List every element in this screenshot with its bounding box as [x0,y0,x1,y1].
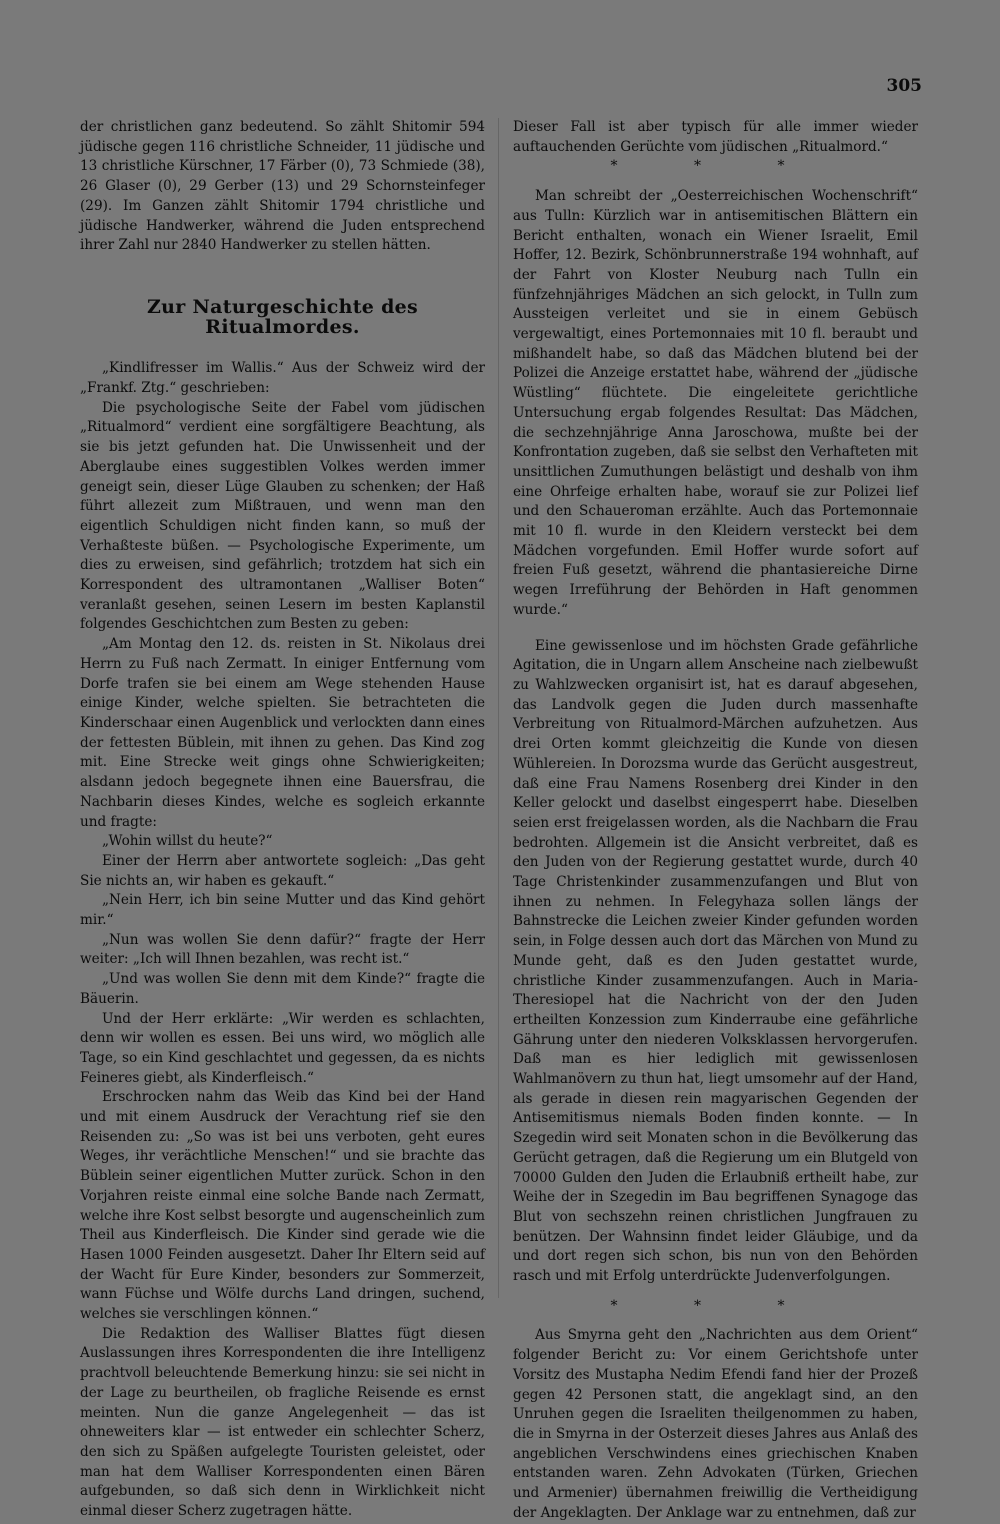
spacer [513,621,918,637]
article-paragraph-tulln: Man schreibt der „Oesterreichischen Wochenschrift“ aus Tulln: Kürzlich war in antisemitischen Blättern ein Bericht enthalten, wonach ein Wiener Israelit, Emil Hoffer, 12. Bezirk, Schönbrunnerstraße 194 wohnhaft, auf der Fahrt von Kloster Neuburg nach Tulln ein fünfzehnjähriges Mädchen an sich gelockt, in Tulln zum Aussteigen verleitet und sie in einem Gebüsch vergewaltigt, eines Portemonnaies mit 10 fl. beraubt und mißhandelt habe, so daß das Mädchen blutend bei der Polizei die Anzeige erstattet habe, während der „jüdische Wüstling“ flüchtete. Die eingeleitete gerichtliche Untersuchung ergab folgendes Resultat: Das Mädchen, die sechzehnjährige Anna Jaroschowa, mußte bei der Konfrontation zugeben, daß sie selbst den Verhafteten mit unsittlichen Zumuthungen belästigt und deshalb von ihm eine Ohrfeige erhalten habe, worauf sie zur Polizei lief und den Schaueroman erzählte. Auch das Portemonnaie mit 10 fl. wurde in den Kleidern versteckt bei dem Mädchen vorgefunden. Emil Hoffer wurde sofort auf freien Fuß gesetzt, während die phantasiereiche Dirne wegen Irreführung der Behörden in Haft genommen wurde.“ [513,188,918,618]
article-paragraph: „Am Montag den 12. ds. reisten in St. Nikolaus drei Herrn zu Fuß nach Zermatt. In einiger Entfernung vom Dorfe trafen sie bei einem am Wege stehenden Hause einige Kinder, welche spielten. Sie betrachteten die Kinderschaar einen Augenblick und verlockten dann eines der fettesten Büblein, mit ihnen zu gehen. Das Kind zog mit. Eine Strecke weit gings ohne Schwierigkeiten; alsdann jedoch begegnete ihnen eine Bauersfrau, die Nachbarin dieses Kindes, welche es sogleich erkannte und fragte: [80,636,485,830]
separator-stars: * * * [610,158,821,175]
article-paragraph-smyrna: Aus Smyrna geht den „Nachrichten aus dem Orient“ folgender Bericht zu: Vor einem Gerichtshofe unter Vorsitz des Mustapha Nedim Efendi fand hier der Prozeß gegen 42 Personen statt, die angeklagt sind, an den Unruhen gegen die Israeliten theilgenommen zu haben, die in Smyrna in der Osterzeit dieses Jahres aus Anlaß des angeblichen Verschwindens eines griechischen Knaben entstanden waren. Zehn Advokaten (Türken, Griechen und Armenier) übernahmen freiwillig die Vertheidigung der Angeklagten. Der Anklage war zu entnehmen, daß zur [513,1327,918,1521]
article-paragraph: Die psychologische Seite der Fabel vom jüdischen „Ritualmord“ verdient eine sorgfältigere Beachtung, als sie bis jetzt gefunden hat. Die Unwissenheit und der Aberglaube eines suggestiblen Volkes werden immer geneigt sein, dieser Lüge Glauben zu schenken; der Haß führt allezeit zum Mißtrauen, und wenn man den eigentlich Schuldigen nicht finden kann, so muß der Verhaßteste büßen. — Psychologische Experimente, um dies zu erweisen, sind gefährlich; trotzdem hat sich ein Korrespondent des ultramontanen „Walliser Boten“ veranlaßt gesehen, seinen Lesern im besten Kaplanstil folgendes Geschichtchen zum Besten zu geben: [80,399,485,633]
separator-stars: * * * [610,1297,821,1314]
column-divider [498,118,499,1298]
dialogue-line: „Und was wollen Sie denn mit dem Kinde?“ fragte die Bäuerin. [80,971,485,1007]
dialogue-line: „Nein Herr, ich bin seine Mutter und das Kind gehört mir.“ [80,892,485,929]
intro-paragraph: der christlichen ganz bedeutend. So zählt Shitomir 594 jüdische gegen 116 christliche Schneider, 11 jüdische und 13 christliche Kürschner, 17 Färber (0), 73 Schmiede (38), 26 Glaser (0), 29 Gerber (13) und 29 Schornsteinfeger (29). Im Ganzen zählt Shitomir 1794 christliche und jüdische Handwerker, während die Juden entsprechend ihrer Zahl nur 2840 Handwerker zu stellen hätten. [80,119,485,254]
dialogue-line: „Nun was wollen Sie denn dafür?“ fragte der Herr weiter: „Ich will Ihnen bezahlen, was recht ist.“ [80,931,485,968]
dialogue-line: Einer der Herrn aber antwortete sogleich: „Das geht Sie nichts an, wir haben es gekauft.“ [80,852,485,889]
article-paragraph: Und der Herr erklärte: „Wir werden es schlachten, denn wir wollen es essen. Bei uns wird, wo möglich alle Tage, so ein Kind geschlachtet und gegessen, da es nichts Feineres giebt, als Kinderfleisch.“ [80,1010,485,1086]
dialogue-line: „Wohin willst du heute?“ [102,833,273,850]
left-column [80,118,485,1522]
article-paragraph: Die Redaktion des Walliser Blattes fügt diesen Auslassungen ihres Korrespondenten die ihre Intelligenz prachtvoll beleuchtende Bemerkung hinzu: sie sei nicht in der Lage zu beurtheilen, ob fragliche Reisende es ernst meinten. Nun die ganze Angelegenheit — das ist ohneweiters klar — ist entweder ein schlechter Scherz, den sich zu Späßen aufgelegte Touristen geleistet, oder man hat dem Walliser Korrespondenten einen Bären aufgebunden, so daß sich denn in Wirklichkeit nicht einmal dieser Scherz zugetragen hätte. [80,1325,485,1520]
article-paragraph: Erschrocken nahm das Weib das Kind bei der Hand und mit einem Ausdruck der Verachtung rief sie den Reisenden zu: „So was ist bei uns verboten, geht eures Weges, ihr verächtliche Menschen!“ und sie brachte das Büblein seiner eigentlichen Mutter zurück. Schon in den Vorjahren reiste einmal eine solche Bande nach Zermatt, welche ihre Kost selbst besorgte und augenscheinlich zum Theil aus Kinderfleisch. Die Kinder sind gerade wie die Hasen 1000 Feinden ausgesetzt. Daher Ihr Eltern seid auf der Wacht für Eure Kinder, besonders zur Sommerzeit, wann Füchse und Wölfe durchs Land dringen, suchend, welches sie verschlingen können.“ [80,1089,485,1323]
section-title: Zur Naturgeschichte des Ritualmordes. [146,295,419,338]
page-number: 305 [886,76,922,96]
right-column [513,118,918,1524]
article-paragraph-ungarn: Eine gewissenlose und im höchsten Grade gefährliche Agitation, die in Ungarn allem Anscheine nach zielbewußt zu Wahlzwecken organisirt ist, hat es darauf abgesehen, das Landvolk gegen die Juden durch massenhafte Verbreitung von Ritualmord-Märchen aufzuhetzen. Aus drei Orten kommt gleichzeitig die Kunde von diesen Wühlereien. In Dorozsma wurde das Gerücht ausgestreut, daß eine Frau Namens Rosenberg drei Kinder in den Keller gelockt und daselbst eingesperrt habe. Dieselben seien erst freigelassen worden, als die Nachbarn die Frau bedrohten. Allgemein ist die Ansicht verbreitet, daß es den Juden von der Regierung gestattet wurde, durch 40 Tage Christenkinder zusammenzufangen und Blut von ihnen zu nehmen. In Felegyhaza sollen längs der Bahnstrecke die Leichen zweier Kinder gefunden worden sein, in Folge dessen auch dort das Märchen von Mund zu Munde geht, daß es den Juden gestattet wurde, christliche Kinder zusammenzufangen. Auch in Maria-Theresiopel hat die Nachricht von der den Juden ertheilten Konzession zum Kinderraube eine gefährliche Gährung unter den niederen Volksklassen hervorgerufen. Daß man es hier lediglich mit gewissenlosen Wahlmanövern zu thun hat, liegt umsomehr auf der Hand, als gerade in diesen rein magyarischen Gegenden der Antisemitismus niemals Boden finden konnte. — In Szegedin wird seit Monaten schon in die Bevölkerung das Gerücht getragen, daß die Regierung um ein Blutgeld von 70000 Gulden den Juden die Erlaubniß ertheilt habe, zur Weihe der in Szegedin im Bau begriffenen Synagoge das Blut von sechszehn reinen christlichen Jungfrauen zu benützen. Der Wahnsinn findet leider Gläubige, und da und dort regen sich schon, bis nun von den Behörden rasch und mit Erfolg unterdrückte Judenverfolgungen. [513,637,918,1285]
article-paragraph: „Kindlifresser im Wallis.“ Aus der Schweiz wird der „Frankf. Ztg.“ geschrieben: [80,360,485,397]
continuation-paragraph: Dieser Fall ist aber typisch für alle immer wieder auftauchenden Gerüchte vom jüdischen „Ritualmord.“ [513,119,918,155]
